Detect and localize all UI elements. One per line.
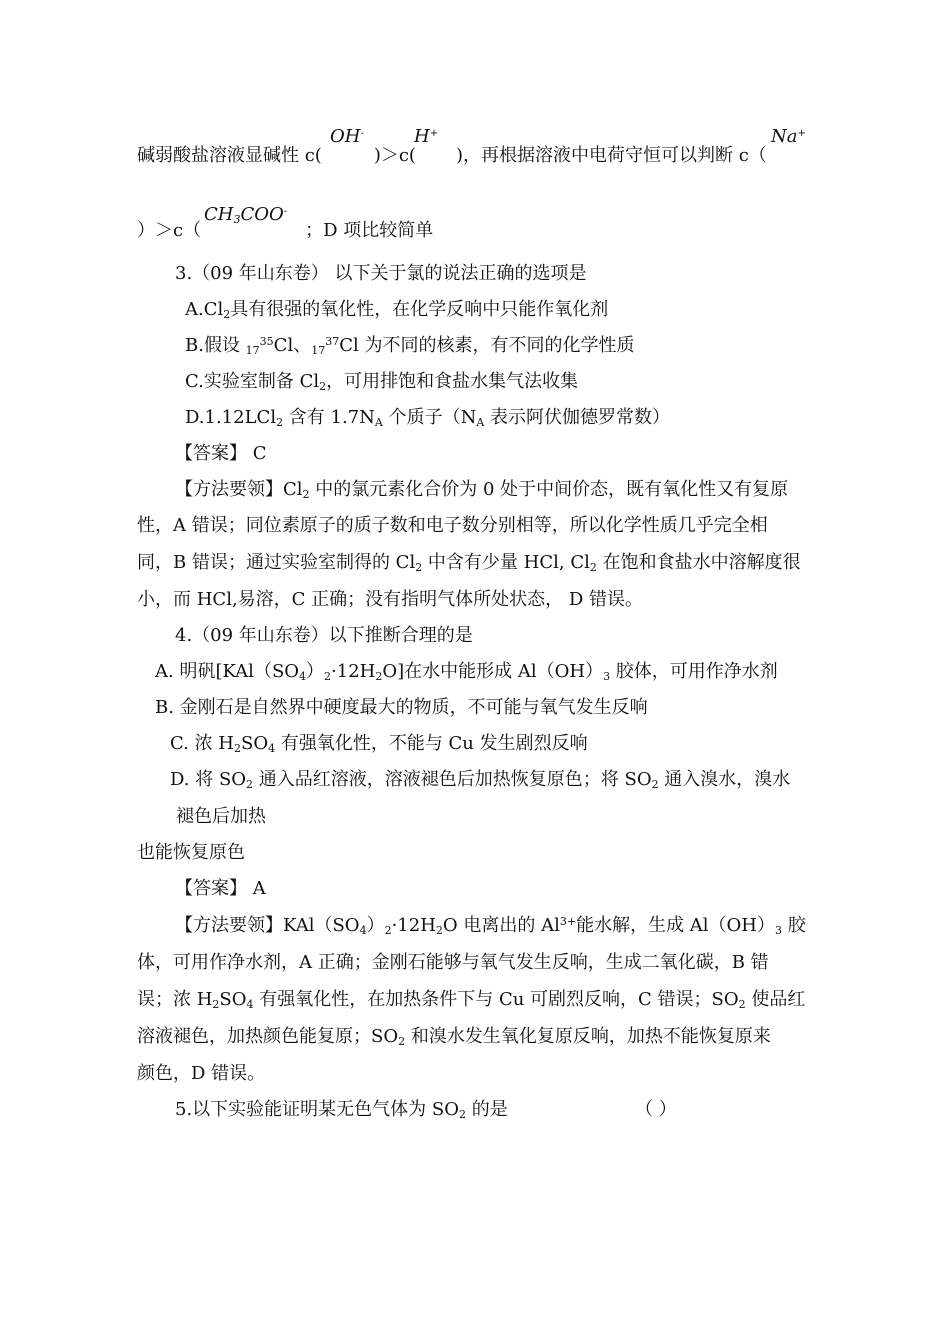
q3-method-line-1: 【方法要领】$Cl_2$ 中的氯元素化合价为 0 处于中间价态，既有氧化性又有复原 <box>175 479 789 501</box>
q3-option-c: C.实验室制备 $Cl_2$，可用排饱和食盐水集气法收集 <box>185 371 579 393</box>
q3-method-line-3: 同，B 错误；通过实验室制得的 $Cl_2$ 中含有少量 HCl, $Cl_2$ 在饱和食盐水中溶解度很 <box>137 552 801 574</box>
q4-option-d-line-2: 褪色后加热 <box>176 806 266 827</box>
q4-method-line-1: 【方法要领】$KAl(SO_4)_2\cdot 12H_2O$ 电离出的 $Al^{3+}$能水解，生成 $Al(OH)_3$ 胶 <box>175 915 806 937</box>
q4-option-d: D. 将 $SO_2$ 通入品红溶液，溶液褪色后加热恢复原色；将 $SO_2$ 通入溴水，溴水 <box>170 769 791 791</box>
text-segment: )，再根据溶液中电荷守恒可以判断 c（ <box>455 145 767 166</box>
text-segment: )＞c( <box>373 145 416 166</box>
text-segment: ）＞c（ <box>137 220 202 241</box>
q4-answer: 【答案】 A <box>175 878 266 899</box>
q3-option-a: $A.Cl_2$具有很强的氧化性，在化学反响中只能作氧化剂 <box>185 299 609 321</box>
q5-stem: 5.以下实验能证明某无色气体为 $SO_2$ 的是 <box>175 1099 508 1121</box>
q4-option-b: B. 金刚石是自然界中硬度最大的物质，不可能与氧气发生反响 <box>155 697 648 718</box>
q3-option-d: D.1.12LCl$_2$ 含有 $1.7N_A$ 个质子（$N_A$ 表示阿伏伽德罗常数） <box>185 407 671 429</box>
formula-na-plus: Na+ <box>771 126 806 147</box>
q4-stem: 4.（09 年山东卷）以下推断合理的是 <box>175 625 473 646</box>
q3-option-b: B.假设 $_{17}^{35}$Cl、$_{17}^{37}$Cl 为不同的核素，有不同的化学性质 <box>185 335 635 357</box>
formula-h-plus: H+ <box>414 126 439 147</box>
q3-stem: 3.（09 年山东卷） 以下关于氯的说法正确的选项是 <box>175 263 587 284</box>
q4-method-line-2: 体，可用作净水剂，A 正确；金刚石能够与氧气发生反响，生成二氧化碳，B 错 <box>137 952 769 973</box>
q3-answer: 【答案】 C <box>175 443 267 464</box>
q4-option-d-line-3: 也能恢复原色 <box>137 842 245 863</box>
q4-option-c: C. 浓 $H_2SO_4$ 有强氧化性，不能与 Cu 发生剧烈反响 <box>170 733 588 755</box>
q4-method-line-4: 溶液褪色，加热颜色能复原；$SO_2$ 和溴水发生氧化复原反响，加热不能恢复原来 <box>137 1026 771 1048</box>
q4-method-line-5: 颜色，D 错误。 <box>137 1063 266 1084</box>
q3-method-line-2: 性，A 错误；同位素原子的质子数和电子数分别相等，所以化学性质几乎完全相 <box>137 515 768 536</box>
q2-tail-line-1 <box>137 144 767 168</box>
formula-oh: OH- <box>330 126 364 147</box>
q4-option-a: A. 明矾$[KAl(SO_4)_2\cdot 12H_2O]$在水中能形成 $Al(OH)_3$ 胶体，可用作净水剂 <box>155 661 778 683</box>
formula-ch3coo: $CH_3COO^-$ <box>204 204 288 226</box>
q3-method-line-4: 小，而 HCl,易溶，C 正确；没有指明气体所处状态， D 错误。 <box>137 589 644 610</box>
text-segment: 碱弱酸盐溶液显碱性 c( <box>137 145 322 166</box>
q4-method-line-3: 误；浓 $H_2SO_4$ 有强氧化性，在加热条件下与 Cu 可剧烈反响，C 错误；$SO_2$ 使品红 <box>137 989 806 1011</box>
q2-tail-line-2 <box>137 219 433 243</box>
q5-answer-blank: （ ） <box>635 1099 677 1120</box>
text-segment: ；D 项比较简单 <box>305 220 434 241</box>
